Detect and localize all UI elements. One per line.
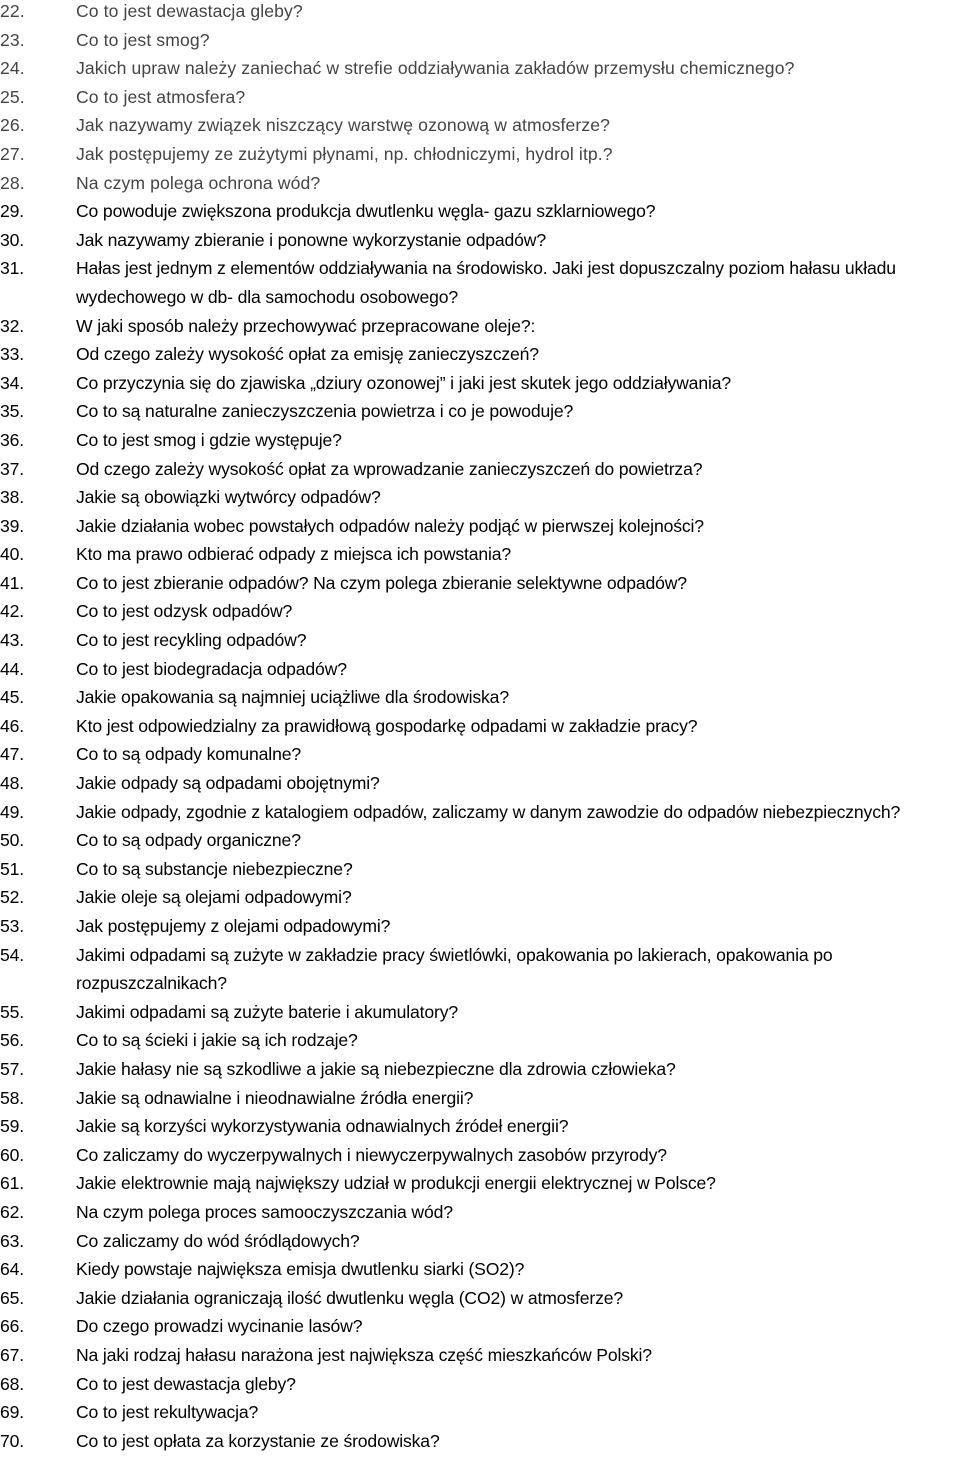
question-item — [0, 712, 960, 741]
question-text: Na jaki rodzaj hałasu narażona jest największa część mieszkańców Polski? — [76, 1344, 652, 1365]
question-number: 36. — [0, 429, 25, 450]
question-number: 58. — [0, 1087, 25, 1108]
question-number: 51. — [0, 858, 25, 879]
question-text: Co to jest atmosfera? — [76, 86, 246, 107]
question-number: 68. — [0, 1373, 25, 1394]
question-item — [0, 1026, 960, 1055]
question-item — [0, 169, 960, 198]
question-text: Jakich upraw należy zaniechać w strefie oddziaływania zakładów przemysłu chemicznego? — [76, 58, 795, 79]
question-number: 40. — [0, 544, 25, 565]
question-text: Co to są odpady organiczne? — [76, 830, 301, 851]
question-item — [0, 855, 960, 884]
question-text: Co powoduje zwiększona produkcja dwutlenku węgla- gazu szklarniowego? — [76, 201, 656, 222]
question-text: Co to są naturalne zanieczyszczenia powietrza i co je powoduje? — [76, 401, 574, 422]
question-item — [0, 883, 960, 912]
question-item — [0, 912, 960, 941]
question-text: Co to jest biodegradacja odpadów? — [76, 658, 347, 679]
question-text: Co to jest opłata za korzystanie ze środowiska? — [76, 1430, 440, 1451]
question-text: Co zaliczamy do wyczerpywalnych i niewyczerpywalnych zasobów przyrody? — [76, 1144, 667, 1165]
question-text: Od czego zależy wysokość opłat za emisję zanieczyszczeń? — [76, 344, 539, 365]
question-item — [0, 1227, 960, 1256]
question-number: 57. — [0, 1058, 25, 1079]
question-text: Kto ma prawo odbierać odpady z miejsca ich powstania? — [76, 544, 512, 565]
question-item — [0, 1084, 960, 1113]
question-text: Jak nazywamy zbieranie i ponowne wykorzystanie odpadów? — [76, 229, 546, 250]
question-text: Co to jest dewastacja gleby? — [76, 1373, 296, 1394]
question-item — [0, 540, 960, 569]
question-item — [0, 683, 960, 712]
question-item — [0, 1169, 960, 1198]
question-text: Jak nazywamy związek niszczący warstwę ozonową w atmosferze? — [76, 115, 611, 136]
question-item — [0, 512, 960, 541]
question-number: 54. — [0, 944, 25, 965]
question-item — [0, 597, 960, 626]
question-item — [0, 1141, 960, 1170]
question-item — [0, 1055, 960, 1084]
question-text: Co przyczynia się do zjawiska „dziury ozonowej” i jaki jest skutek jego oddziaływania? — [76, 372, 731, 393]
question-text: Jakie są obowiązki wytwórcy odpadów? — [76, 487, 381, 508]
question-item — [0, 254, 960, 311]
question-text: W jaki sposób należy przechowywać przepracowane oleje?: — [76, 315, 536, 336]
question-number: 32. — [0, 315, 25, 336]
question-number: 33. — [0, 344, 25, 365]
question-text: Jakie odpady, zgodnie z katalogiem odpadów, zaliczamy w danym zawodzie do odpadów niebezpiecznych? — [76, 801, 901, 822]
question-text: Od czego zależy wysokość opłat za wprowadzanie zanieczyszczeń do powietrza? — [76, 458, 703, 479]
question-text: Jakie są odnawialne i nieodnawialne źródła energii? — [76, 1087, 474, 1108]
question-number: 27. — [0, 143, 25, 164]
question-text: Co to jest smog i gdzie występuje? — [76, 429, 342, 450]
question-item — [0, 626, 960, 655]
question-item — [0, 397, 960, 426]
question-item — [0, 0, 960, 26]
question-text: Co to jest dewastacja gleby? — [76, 1, 303, 21]
question-item — [0, 941, 960, 998]
question-number: 48. — [0, 773, 25, 794]
question-text: Jakie hałasy nie są szkodliwe a jakie są niebezpieczne dla zdrowia człowieka? — [76, 1058, 676, 1079]
question-item — [0, 340, 960, 369]
question-text: Jakie działania ograniczają ilość dwutlenku węgla (CO2) w atmosferze? — [76, 1287, 624, 1308]
question-text: Jakimi odpadami są zużyte baterie i akumulatory? — [76, 1001, 459, 1022]
question-text: Hałas jest jednym z elementów oddziaływania na środowisko. Jaki jest dopuszczalny poziom hałasu układu wydechowego w db- dla samochodu osobowego? — [76, 258, 896, 307]
question-item — [0, 655, 960, 684]
question-number: 29. — [0, 201, 25, 222]
question-item — [0, 569, 960, 598]
question-number: 22. — [0, 1, 25, 21]
question-item — [0, 369, 960, 398]
question-text: Co zaliczamy do wód śródlądowych? — [76, 1230, 360, 1251]
question-item — [0, 769, 960, 798]
question-item — [0, 1198, 960, 1227]
question-item — [0, 1312, 960, 1341]
question-text: Jak postępujemy z olejami odpadowymi? — [76, 916, 391, 936]
question-text: Jakie oleje są olejami odpadowymi? — [76, 887, 352, 908]
question-number: 60. — [0, 1144, 25, 1165]
question-text: Do czego prowadzi wycinanie lasów? — [76, 1316, 363, 1337]
question-number: 50. — [0, 830, 25, 851]
question-item — [0, 1370, 960, 1399]
question-item — [0, 740, 960, 769]
question-item — [0, 1284, 960, 1313]
question-number: 49. — [0, 801, 25, 822]
question-item — [0, 111, 960, 140]
question-number: 24. — [0, 58, 25, 79]
question-item — [0, 26, 960, 55]
question-text: Na czym polega ochrona wód? — [76, 172, 321, 193]
question-item — [0, 483, 960, 512]
question-number: 34. — [0, 372, 25, 393]
question-number: 52. — [0, 887, 25, 908]
question-number: 64. — [0, 1259, 25, 1280]
question-item — [0, 226, 960, 255]
question-number: 53. — [0, 916, 25, 936]
question-item — [0, 826, 960, 855]
question-item — [0, 54, 960, 83]
question-text: Co to jest zbieranie odpadów? Na czym polega zbieranie selektywne odpadów? — [76, 572, 687, 593]
question-number: 47. — [0, 744, 25, 765]
question-number: 69. — [0, 1402, 25, 1423]
question-number: 37. — [0, 458, 25, 479]
question-item — [0, 1112, 960, 1141]
question-item — [0, 1427, 960, 1456]
question-text: Co to jest odzysk odpadów? — [76, 601, 293, 622]
question-text: Na czym polega proces samooczyszczania wód? — [76, 1201, 453, 1222]
question-number: 25. — [0, 86, 25, 107]
question-item — [0, 455, 960, 484]
question-number: 26. — [0, 115, 25, 136]
question-text: Jakie odpady są odpadami obojętnymi? — [76, 773, 380, 794]
question-number: 39. — [0, 515, 25, 536]
question-text: Co to są odpady komunalne? — [76, 744, 301, 765]
question-number: 45. — [0, 687, 25, 708]
question-text: Co to są substancje niebezpieczne? — [76, 858, 353, 879]
question-item — [0, 1398, 960, 1427]
question-number: 61. — [0, 1173, 25, 1194]
question-item — [0, 312, 960, 341]
question-number: 67. — [0, 1344, 25, 1365]
question-number: 55. — [0, 1001, 25, 1022]
question-text: Jak postępujemy ze zużytymi płynami, np. chłodniczymi, hydrol itp.? — [76, 143, 613, 164]
question-number: 30. — [0, 229, 25, 250]
question-number: 46. — [0, 715, 25, 736]
question-text: Jakie opakowania są najmniej uciążliwe dla środowiska? — [76, 687, 509, 708]
question-item — [0, 1341, 960, 1370]
question-number: 31. — [0, 258, 25, 279]
question-text: Kto jest odpowiedzialny za prawidłową gospodarkę odpadami w zakładzie pracy? — [76, 715, 698, 736]
question-item — [0, 798, 960, 827]
question-number: 70. — [0, 1430, 25, 1451]
question-item — [0, 426, 960, 455]
question-text: Co to jest smog? — [76, 29, 210, 50]
question-number: 28. — [0, 172, 25, 193]
question-number: 41. — [0, 572, 25, 593]
question-text: Co to jest rekultywacja? — [76, 1402, 259, 1423]
question-text: Jakimi odpadami są zużyte w zakładzie pracy świetlówki, opakowania po lakierach, opakowania po rozpuszczalnikach? — [76, 944, 833, 994]
question-item — [0, 197, 960, 226]
question-text: Co to jest recykling odpadów? — [76, 630, 307, 651]
question-number: 62. — [0, 1201, 25, 1222]
question-item — [0, 1255, 960, 1284]
question-number: 43. — [0, 630, 25, 651]
question-text: Kiedy powstaje największa emisja dwutlenku siarki (SO2)? — [76, 1259, 525, 1280]
question-item — [0, 140, 960, 169]
question-number: 23. — [0, 29, 25, 50]
question-number: 42. — [0, 601, 25, 622]
question-number: 63. — [0, 1230, 25, 1251]
question-number: 65. — [0, 1287, 25, 1308]
question-text: Co to są ścieki i jakie są ich rodzaje? — [76, 1030, 358, 1051]
question-number: 38. — [0, 487, 25, 508]
question-number: 44. — [0, 658, 25, 679]
question-item — [0, 83, 960, 112]
question-number: 66. — [0, 1316, 25, 1337]
question-number: 59. — [0, 1116, 25, 1137]
question-text: Jakie działania wobec powstałych odpadów należy podjąć w pierwszej kolejności? — [76, 515, 704, 536]
question-text: Jakie elektrownie mają największy udział w produkcji energii elektrycznej w Polsce? — [76, 1173, 716, 1194]
question-number: 56. — [0, 1030, 25, 1051]
question-item — [0, 998, 960, 1027]
question-number: 35. — [0, 401, 25, 422]
question-text: Jakie są korzyści wykorzystywania odnawialnych źródeł energii? — [76, 1116, 569, 1137]
